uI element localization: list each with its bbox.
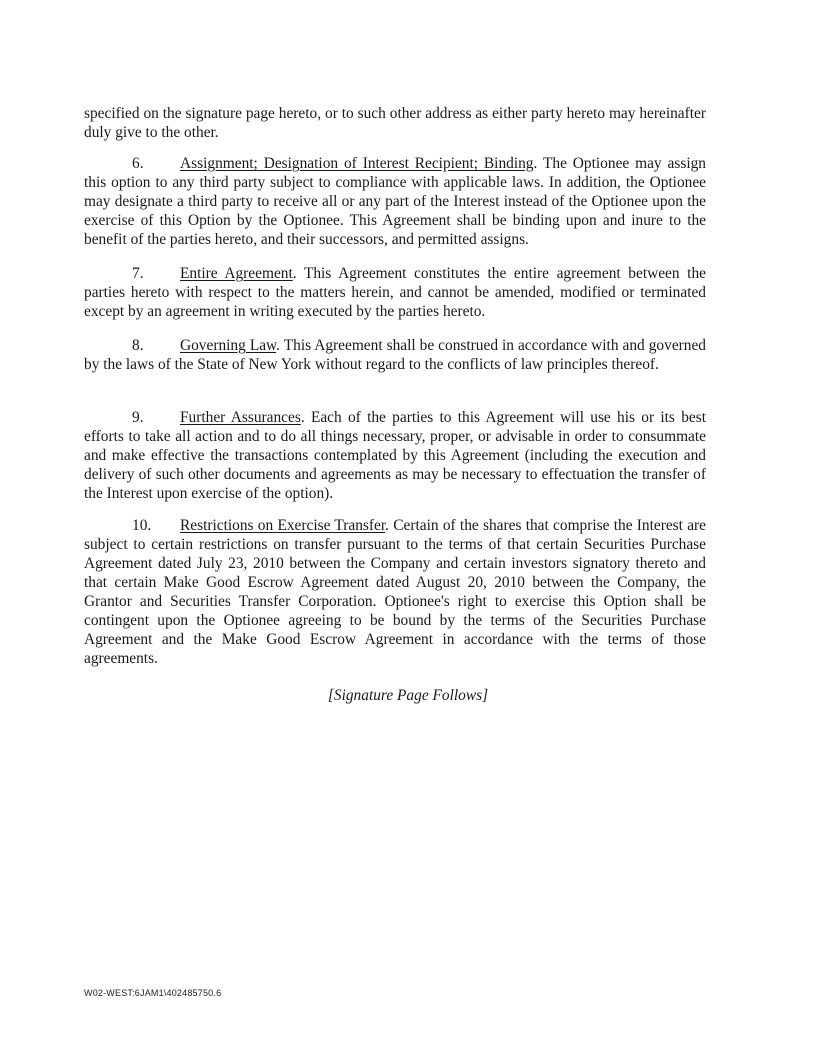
document-footer-code: W02-WEST:6JAM1\402485750.6 <box>84 988 222 998</box>
section-6-paragraph <box>84 154 706 249</box>
section-body: . This Agreement constitutes the entire agreement between the parties hereto with respect to the matters herein, and cannot be amended, modified or terminated except by an agreement in writing executed by the parties hereto. <box>84 265 706 320</box>
section-body: . The Optionee may assign this option to any third party subject to compliance with applicable laws. In addition, the Optionee may designate a third party to receive all or any part of the Interest instead of the Optionee upon the exercise of this Option by the Optionee. This Agreement shall be binding upon and inure to the benefit of the parties hereto, and their successors, and permitted assigns. <box>84 155 707 248</box>
section-10-paragraph <box>84 516 706 668</box>
section-number: 10. <box>132 517 152 534</box>
section-body: . This Agreement shall be construed in accordance with and governed by the laws of the State of New York without regard to the conflicts of law principles thereof. <box>84 337 706 373</box>
section-body: . Certain of the shares that comprise the Interest are subject to certain restrictions on transfer pursuant to the terms of that certain Securities Purchase Agreement dated July 23, 2010 between the Company and certain investors signatory thereto and that certain Make Good Escrow Agreement dated August 20, 2010 between the Company, the Grantor and Securities Transfer Corporation. Optionee's right to exercise this Option shall be contingent upon the Optionee agreeing to be bound by the terms of the Securities Purchase Agreement and the Make Good Escrow Agreement in accordance with the terms of those agreements. <box>84 517 706 667</box>
section-heading: Further Assurances <box>180 409 301 426</box>
intro-paragraph: specified on the signature page hereto, or to such other address as either party hereto may hereinafter duly give to the other. <box>84 105 706 141</box>
section-number: 6. <box>132 155 144 172</box>
section-heading: Entire Agreement <box>180 265 293 282</box>
section-7-paragraph <box>84 264 706 321</box>
section-heading: Assignment; Designation of Interest Recipient; Binding <box>180 155 534 172</box>
section-number: 9. <box>132 409 144 426</box>
section-heading: Restrictions on Exercise Transfer <box>180 517 386 534</box>
signature-page-note: [Signature Page Follows] <box>327 687 489 704</box>
section-8-paragraph <box>84 336 706 374</box>
section-number: 8. <box>132 337 144 354</box>
section-number: 7. <box>132 265 144 282</box>
section-9-paragraph <box>84 408 706 503</box>
section-heading: Governing Law <box>180 337 277 354</box>
section-body: . Each of the parties to this Agreement will use his or its best efforts to take all action and to do all things necessary, proper, or advisable in order to consummate and make effective the transactions contemplated by this Agreement (including the execution and delivery of such other documents and agreements as may be necessary to effectuation the transfer of the Interest upon exercise of the option). <box>84 409 706 502</box>
